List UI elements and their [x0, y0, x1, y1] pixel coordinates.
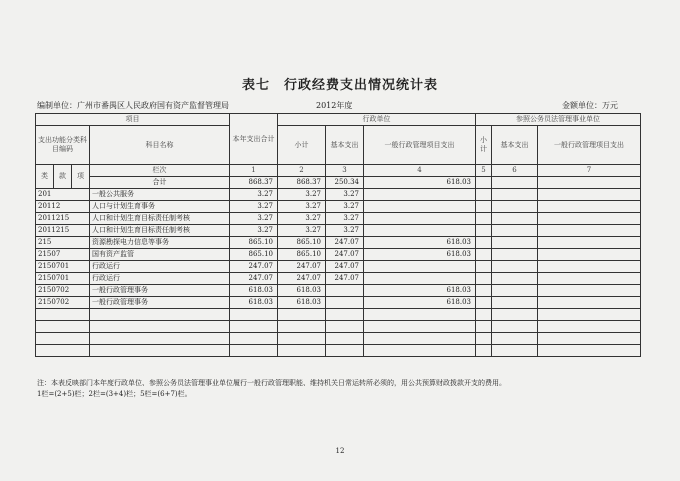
row-name: 行政运行 [90, 273, 230, 285]
empty-cell [492, 285, 538, 297]
row-c4: 618.03 [364, 285, 476, 297]
empty-cell [492, 225, 538, 237]
row-c1: 3.27 [230, 213, 278, 225]
page-title: 表七 行政经费支出情况统计表 [241, 78, 438, 93]
row-c4: 618.03 [364, 237, 476, 249]
table-row [36, 225, 641, 237]
row-name: 一般行政管理事务 [90, 285, 230, 297]
col-number: 5 [476, 165, 492, 177]
empty-cell [476, 213, 492, 225]
row-c2: 247.07 [278, 273, 326, 285]
empty-cell [492, 273, 538, 285]
row-code: 2011215 [36, 213, 90, 225]
header-ref-subtotal: 小计 [476, 126, 492, 165]
empty-cell [538, 237, 641, 249]
empty-cell [492, 249, 538, 261]
col-number: 6 [492, 165, 538, 177]
table-row [36, 273, 641, 285]
row-c2: 618.03 [278, 285, 326, 297]
table-row [36, 201, 641, 213]
empty-cell [538, 273, 641, 285]
row-c3: 3.27 [326, 189, 364, 201]
table-row [36, 297, 641, 309]
header-ref-unit: 参照公务员法管理事业单位 [476, 114, 641, 126]
row-name: 人口与计划生育事务 [90, 201, 230, 213]
row-c1: 618.03 [230, 297, 278, 309]
header-kuan: 款 [54, 165, 72, 189]
header-bar: 栏次 [90, 165, 230, 177]
empty-cell [538, 189, 641, 201]
empty-cell [476, 201, 492, 213]
row-c1: 3.27 [230, 201, 278, 213]
total-row [36, 177, 641, 189]
row-c2: 865.10 [278, 249, 326, 261]
empty-cell [476, 237, 492, 249]
row-name: 人口和计划生育目标责任制考核 [90, 213, 230, 225]
row-c2: 3.27 [278, 213, 326, 225]
empty-cell [476, 249, 492, 261]
row-c4 [364, 261, 476, 273]
col-number: 3 [326, 165, 364, 177]
row-c2: 865.10 [278, 237, 326, 249]
empty-cell [476, 297, 492, 309]
col-number: 7 [538, 165, 641, 177]
empty-cell [538, 261, 641, 273]
total-c2: 868.37 [278, 177, 326, 189]
total-label: 合计 [90, 177, 230, 189]
row-c4 [364, 273, 476, 285]
row-c4 [364, 213, 476, 225]
row-name: 行政运行 [90, 261, 230, 273]
row-name: 国有资产监管 [90, 249, 230, 261]
page-number: 12 [335, 447, 345, 455]
total-c1: 868.37 [230, 177, 278, 189]
row-code: 20112 [36, 201, 90, 213]
row-c2: 247.07 [278, 261, 326, 273]
empty-cell [492, 189, 538, 201]
row-c1: 865.10 [230, 237, 278, 249]
row-c4 [364, 201, 476, 213]
table-row [36, 261, 641, 273]
header-subtotal: 小计 [278, 126, 326, 165]
header-total: 本年支出合计 [230, 114, 278, 165]
header-xiang: 项 [72, 165, 90, 189]
expense-table [35, 113, 641, 357]
row-code: 215 [36, 237, 90, 249]
table-row [36, 237, 641, 249]
table-row [36, 249, 641, 261]
row-c4: 618.03 [364, 297, 476, 309]
header-basic: 基本支出 [326, 126, 364, 165]
row-c3: 3.27 [326, 201, 364, 213]
row-c2: 3.27 [278, 189, 326, 201]
table-row [36, 189, 641, 201]
row-c3: 3.27 [326, 213, 364, 225]
empty-cell [476, 225, 492, 237]
row-code: 201 [36, 189, 90, 201]
row-name: 资源勘探电力信息等事务 [90, 237, 230, 249]
row-c3 [326, 285, 364, 297]
empty-cell [492, 201, 538, 213]
row-c3: 247.07 [326, 237, 364, 249]
row-code: 2150702 [36, 297, 90, 309]
amount-unit: 金额单位：万元 [562, 101, 618, 110]
empty-cell [492, 237, 538, 249]
row-code: 2011215 [36, 225, 90, 237]
row-c3: 3.27 [326, 225, 364, 237]
table-row [36, 285, 641, 297]
table-note [37, 378, 637, 400]
empty-cell [492, 297, 538, 309]
empty-cell [538, 225, 641, 237]
row-c3: 247.07 [326, 249, 364, 261]
row-c1: 865.10 [230, 249, 278, 261]
header-lei: 类 [36, 165, 54, 189]
header-item: 项目 [36, 114, 230, 126]
row-c3: 247.07 [326, 273, 364, 285]
row-c4 [364, 225, 476, 237]
header-gov-unit: 行政单位 [278, 114, 476, 126]
empty-cell [476, 261, 492, 273]
empty-cell [538, 285, 641, 297]
row-c1: 3.27 [230, 225, 278, 237]
empty-cell [476, 285, 492, 297]
header-general-admin: 一般行政管理项目支出 [364, 126, 476, 165]
row-c1: 247.07 [230, 261, 278, 273]
empty-cell [492, 213, 538, 225]
header-code: 支出功能分类科目编码 [36, 126, 90, 165]
row-name: 一般公共服务 [90, 189, 230, 201]
row-name: 一般行政管理事务 [90, 297, 230, 309]
empty-cell [538, 297, 641, 309]
empty-cell [476, 273, 492, 285]
row-c3: 247.07 [326, 261, 364, 273]
note-line-1: 注：本表反映部门本年度行政单位、参照公务员法管理事业单位履行一般行政管理职能、维持机关日常运转所必须的，用公共预算财政拨款开支的费用。 [37, 379, 506, 387]
empty-cell [492, 261, 538, 273]
note-line-2: 1栏=(2+5)栏；2栏=(3+4)栏；5栏=(6+7)栏。 [37, 390, 192, 398]
row-c1: 3.27 [230, 189, 278, 201]
row-code: 2150702 [36, 285, 90, 297]
total-c4: 618.03 [364, 177, 476, 189]
row-c2: 3.27 [278, 201, 326, 213]
row-c4: 618.03 [364, 249, 476, 261]
header-ref-general: 一般行政管理项目支出 [538, 126, 641, 165]
fiscal-year: 2012年度 [316, 101, 353, 110]
col-number: 2 [278, 165, 326, 177]
row-c2: 3.27 [278, 225, 326, 237]
row-code: 2150701 [36, 273, 90, 285]
total-c3: 250.34 [326, 177, 364, 189]
row-name: 人口和计划生育目标责任制考核 [90, 225, 230, 237]
empty-cell [538, 249, 641, 261]
row-code: 2150701 [36, 261, 90, 273]
header-ref-basic: 基本支出 [492, 126, 538, 165]
row-c1: 247.07 [230, 273, 278, 285]
table-row [36, 213, 641, 225]
empty-cell [538, 201, 641, 213]
empty-cell [538, 213, 641, 225]
col-number: 1 [230, 165, 278, 177]
row-code: 21507 [36, 249, 90, 261]
header-name: 科目名称 [90, 126, 230, 165]
empty-cell [476, 189, 492, 201]
row-c1: 618.03 [230, 285, 278, 297]
compiling-unit: 编制单位：广州市番禺区人民政府国有资产监督管理局 [37, 101, 229, 110]
row-c3 [326, 297, 364, 309]
row-c4 [364, 189, 476, 201]
col-number: 4 [364, 165, 476, 177]
row-c2: 618.03 [278, 297, 326, 309]
